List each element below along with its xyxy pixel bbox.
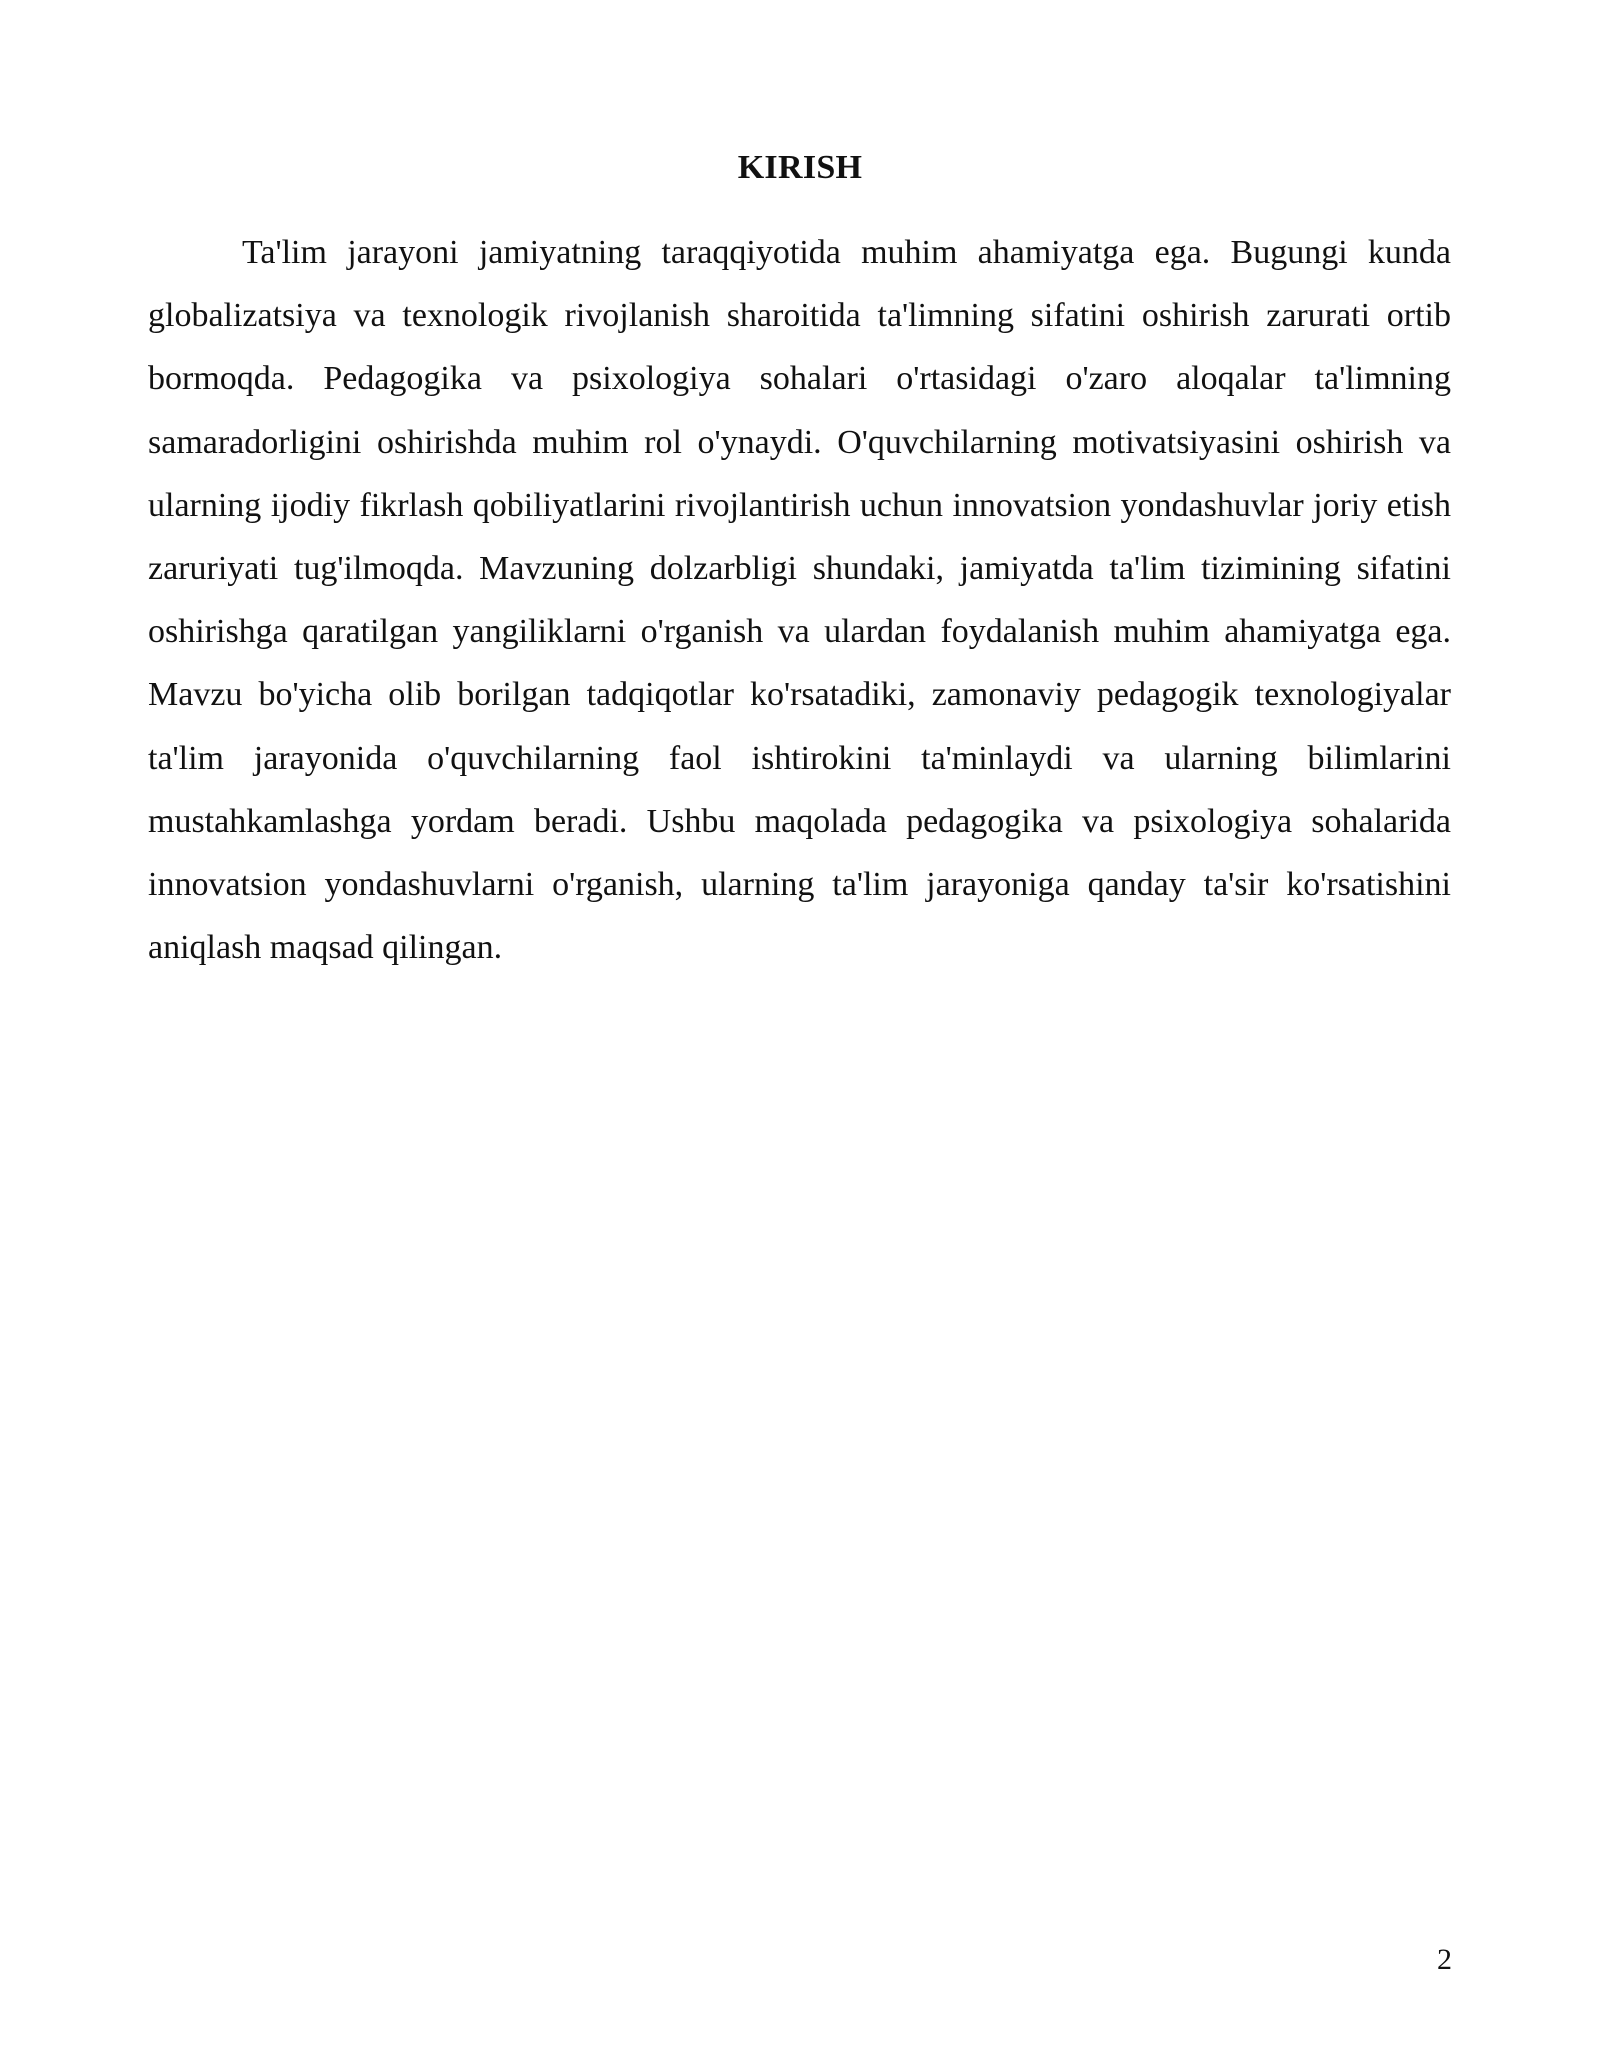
page-number: 2 [1437, 1943, 1452, 1976]
body-paragraph: Ta'lim jarayoni jamiyatning taraqqiyotida muhim ahamiyatga ega. Bugungi kunda globalizatsiya va texnologik rivojlanish sharoitida ta'limning sifatini oshirish zarurati ortib bormoqda. Pedagogika va psixologiya sohalari o'rtasidagi o'zaro aloqalar ta'limning samaradorligini oshirishda muhim rol o'ynaydi. O'quvchilarning motivatsiyasini oshirish va ularning ijodiy fikrlash qobiliyatlarini rivojlantirish uchun innovatsion yondashuvlar joriy etish zaruriyati tug'ilmoqda. Mavzuning dolzarbligi shundaki, jamiyatda ta'lim tizimining sifatini oshirishga qaratilgan yangiliklarni o'rganish va ulardan foydalanish muhim ahamiyatga ega. Mavzu bo'yicha olib borilgan tadqiqotlar ko'rsatadiki, zamonaviy pedagogik texnologiyalar ta'lim jarayonida o'quvchilarning faol ishtirokini ta'minlaydi va ularning bilimlarini mustahkamlashga yordam beradi. Ushbu maqolada pedagogika va psixologiya sohalarida innovatsion yondashuvlarni o'rganish, ularning ta'lim jarayoniga qanday ta'sir ko'rsatishini aniqlash maqsad qilingan. [148, 234, 1451, 967]
section-heading: KIRISH [737, 149, 863, 186]
